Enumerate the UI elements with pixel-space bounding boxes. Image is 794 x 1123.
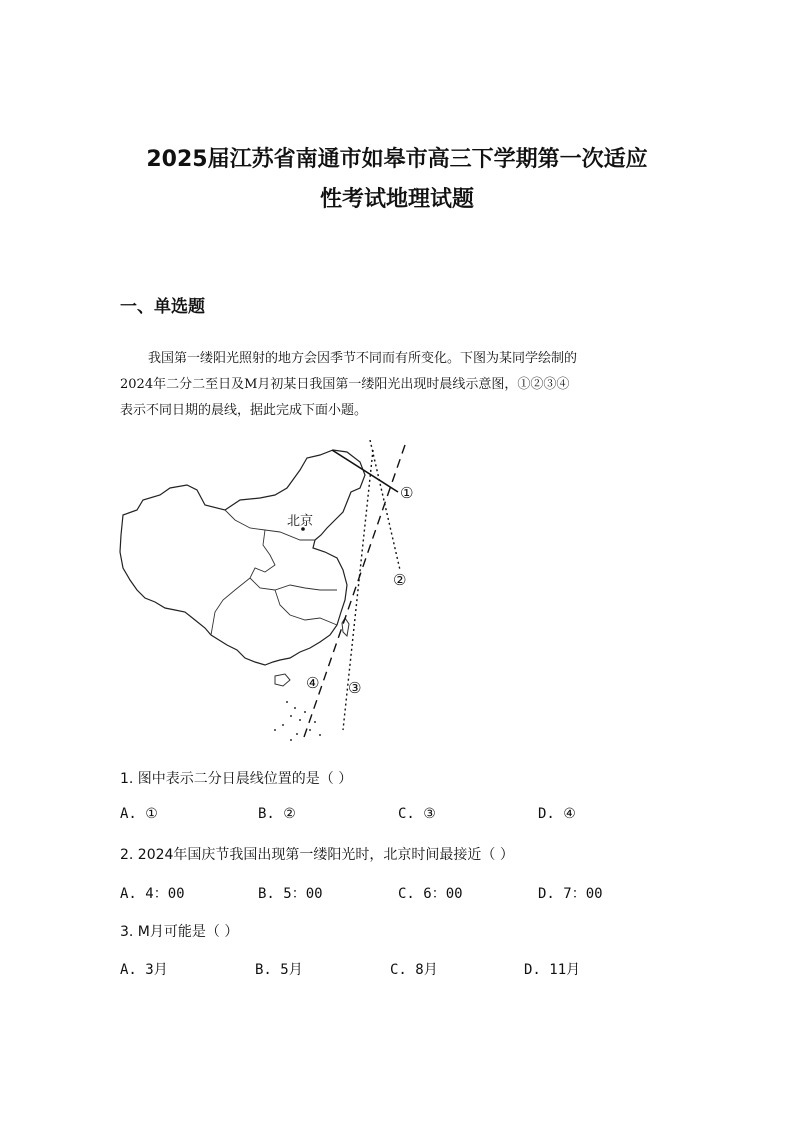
inner-boundary-4 <box>275 590 337 625</box>
q3-option-a[interactable]: A. 3月 <box>120 962 168 978</box>
question-3-stem: 3. M月可能是（ ） <box>120 924 239 940</box>
line-label-3: ③ <box>348 679 362 697</box>
page-title <box>60 140 734 220</box>
q2-option-d[interactable]: D. 7：00 <box>538 886 603 902</box>
dawn-line-1 <box>332 450 398 492</box>
line-label-2: ② <box>393 571 407 589</box>
beijing-label: 北京 <box>287 514 314 529</box>
title-line-1: 2025届江苏省南通市如皋市高三下学期第一次适应 <box>146 147 648 172</box>
taiwan-island <box>342 618 349 636</box>
hainan-island <box>275 674 290 686</box>
q3-option-c[interactable]: C. 8月 <box>390 962 438 978</box>
intro-line-2: 2024年二分二至日及M月初某日我国第一缕阳光出现时晨线示意图，①②③④ <box>120 377 570 392</box>
map-figure <box>115 440 435 745</box>
question-2-stem: 2. 2024年国庆节我国出现第一缕阳光时，北京时间最接近（ ） <box>120 847 514 863</box>
intro-line-1: 我国第一缕阳光照射的地方会因季节不同而有所变化。下图为某同学绘制的 <box>148 351 578 366</box>
dawn-line-2 <box>370 440 400 570</box>
inner-boundary-2 <box>250 530 337 590</box>
section-heading: 一、单选题 <box>120 297 205 317</box>
line-label-1: ① <box>400 484 414 502</box>
q2-option-a[interactable]: A. 4：00 <box>120 886 185 902</box>
title-line-2: 性考试地理试题 <box>319 187 474 212</box>
china-outline <box>120 450 365 665</box>
question-1-stem: 1. 图中表示二分日晨线位置的是（ ） <box>120 771 353 787</box>
inner-boundary-3 <box>211 578 250 635</box>
intro-paragraph <box>120 346 680 424</box>
q1-option-c[interactable]: C. ③ <box>398 806 436 822</box>
q1-option-b[interactable]: B. ② <box>258 806 296 822</box>
q3-option-b[interactable]: B. 5月 <box>255 962 303 978</box>
q1-option-a[interactable]: A. ① <box>120 806 158 822</box>
intro-line-3: 表示不同日期的晨线，据此完成下面小题。 <box>120 403 368 418</box>
q1-option-d[interactable]: D. ④ <box>538 806 576 822</box>
q2-option-c[interactable]: C. 6：00 <box>398 886 463 902</box>
china-map <box>115 440 435 745</box>
q2-option-b[interactable]: B. 5：00 <box>258 886 323 902</box>
q3-option-d[interactable]: D. 11月 <box>524 962 581 978</box>
line-label-4: ④ <box>306 674 320 692</box>
